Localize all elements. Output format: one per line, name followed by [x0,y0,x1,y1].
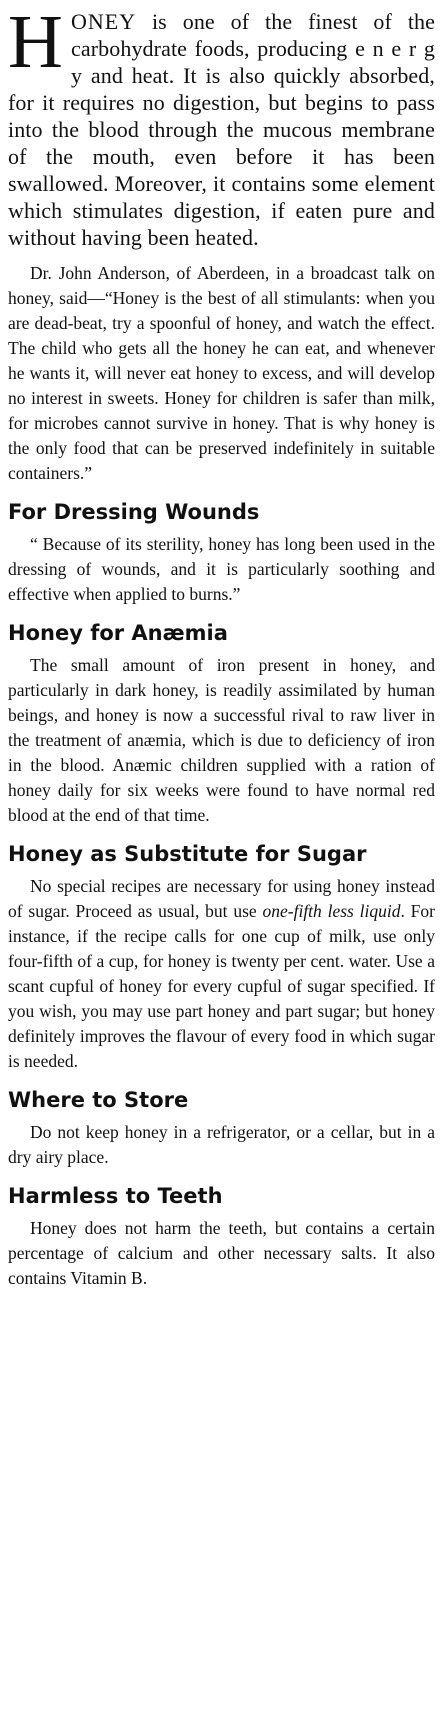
intro-paragraph [8,0,435,251]
sugar-paragraph [8,874,435,1074]
heading-honey-anaemia: Honey for Anæmia [8,621,228,645]
intro-lead-caps: ONEY [71,9,137,34]
teeth-paragraph: Honey does not harm the teeth, but contains a certain percentage of calcium and other necessary salts. It also contains Vitamin B. [8,1218,435,1288]
anaemia-paragraph: The small amount of iron present in honey, and particularly in dark honey, is readily assimilated by human beings, and honey is now a successful rival to raw liver in the treatment of anæmia, which is due to deficiency of iron in the blood. Anæmic children supplied with a ration of honey daily for six weeks were found to have normal red blood at the end of that time. [8,655,435,825]
heading-harmless-teeth: Harmless to Teeth [8,1184,223,1208]
intro-text-1: is one of the finest of the carbohydrate foods, producing [71,9,435,61]
wounds-paragraph: “ Because of its sterility, honey has long been used in the dressing of wounds, and it is particularly soothing and effective when applied to burns.” [8,534,435,604]
heading-where-to-store: Where to Store [8,1088,189,1112]
heading-substitute-sugar: Honey as Substitute for Sugar [8,842,367,866]
store-paragraph: Do not keep honey in a refrigerator, or a cellar, but in a dry airy place. [8,1122,435,1167]
drop-cap: H [8,0,63,84]
anderson-paragraph: Dr. John Anderson, of Aberdeen, in a broadcast talk on honey, said—“Honey is the best of all stimulants: when you are dead-beat, try a spoonful of honey, and watch the effect. The child who gets all the honey he can eat, and whenever he wants it, will never eat honey to excess, and will develop no interest in sweets. Honey for children is safer than milk, for microbes cannot survive in honey. That is why honey is the only food that can be preserved indefinitely in suitable containers.” [8,263,435,483]
sugar-text-2: . For instance, if the recipe calls for one cup of milk, use only four-fifth of a cup, for honey is twenty per cent. water. Use a scant cupful of honey for every cupful of sugar specified. If you wish, you may use part honey and part sugar; but honey definitely improves the flavour of every food in which sugar is needed. [8,901,435,1071]
intro-text-2: and heat. It is also quickly absorbed, for it requires no digestion, but begins to pass into the blood through the mucous membrane of the mouth, even before it has been swallowed. Moreover, it contains some element which stimulates digestion, if eaten pure and without having been heated. [8,63,435,250]
heading-dressing-wounds: For Dressing Wounds [8,500,260,524]
sugar-emphasis: one-fifth less liquid [262,901,401,921]
sugar-text-1: No special recipes are necessary for using honey instead of sugar. Proceed as usual, but use [8,876,435,921]
intro-energy-word: e n e r g y [71,36,435,88]
